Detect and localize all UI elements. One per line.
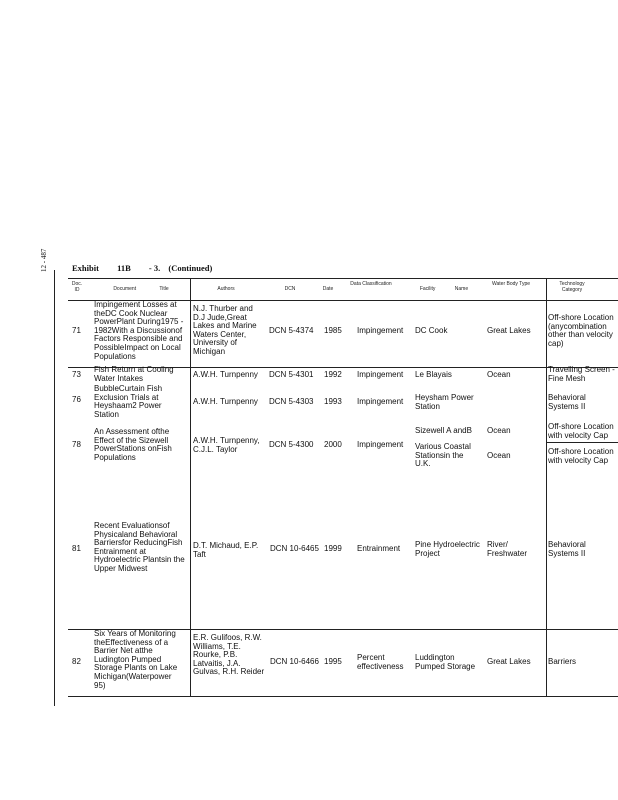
- row-82-tech: Barriers: [548, 657, 577, 666]
- row-71-tech: Off-shore Location (anycombination other than velocity cap): [548, 313, 614, 348]
- row-78-tech: Off-shore Location with velocity Cap: [548, 422, 614, 440]
- row-73-authors: A.W.H. Turnpenny: [193, 370, 258, 379]
- margin-rule: [54, 270, 55, 706]
- row-73-dcn: DCN 5-4301: [269, 370, 314, 379]
- header-date: Date: [322, 286, 334, 292]
- row-82-date: 1995: [324, 657, 342, 666]
- header-facility: Facility Name: [419, 286, 469, 292]
- row-81-water: River/ Freshwater: [487, 540, 528, 558]
- row-78-dcn: DCN 5-4300: [269, 440, 314, 449]
- row-73-tech: Travelling Screen - Fine Mesh: [548, 365, 615, 383]
- row-71-id: 71: [72, 326, 81, 335]
- row-71-facility: DC Cook: [415, 326, 448, 335]
- header-title: Document Title: [113, 286, 169, 292]
- sizewell-split-rule: [546, 442, 618, 443]
- row-82-id: 82: [72, 657, 81, 666]
- row-73-class: Impingement: [357, 370, 404, 379]
- row-76-facility: Heysham Power Station: [415, 393, 474, 411]
- row-78-water-2: Ocean: [487, 451, 511, 460]
- row-76-title: BubbleCurtain Fish Exclusion Trials at Heyshaam2 Power Station: [94, 384, 163, 419]
- row-81-tech: Behavioral Systems II: [548, 540, 586, 558]
- header-dcn: DCN: [284, 286, 296, 292]
- header-data-class: Data Classification: [350, 281, 392, 287]
- row-78-tech-2: Off-shore Location with velocity Cap: [548, 447, 614, 465]
- page-side-marker: 12 - 487: [40, 248, 48, 272]
- row-73-title: Fish Return at Cooling Water Intakes: [94, 365, 174, 383]
- row-76-id: 76: [72, 395, 81, 404]
- row-81-id: 81: [72, 544, 81, 553]
- row-71-class: Impingement: [357, 326, 404, 335]
- row-81-date: 1999: [324, 544, 342, 553]
- row-81-authors: D.T. Michaud, E.P. Taft: [193, 541, 259, 559]
- row-81-facility: Pine Hydroelectric Project: [415, 540, 480, 558]
- row-78-id: 78: [72, 440, 81, 449]
- row-76-class: Impingement: [357, 397, 404, 406]
- header-doc-id: Doc. ID: [71, 281, 83, 293]
- row-73-water: Ocean: [487, 370, 511, 379]
- exhibit-heading: [72, 263, 228, 273]
- row-78-facility-2: Various Coastal Stationsin the U.K.: [415, 442, 471, 469]
- row-82-water: Great Lakes: [487, 657, 531, 666]
- row-71-dcn: DCN 5-4374: [269, 326, 314, 335]
- row-82-class: Percent effectiveness: [357, 653, 404, 671]
- row-78-date: 2000: [324, 440, 342, 449]
- row-82-authors: E.R. Gulifoos, R.W. Williams, T.E. Rourke, P.B. Latvaitis, J.A. Gulvas, R.H. Reider: [193, 633, 265, 677]
- row-71-authors: N.J. Thurber and D.J Jude,Great Lakes and Marine Waters Center, University of Michigan: [193, 304, 257, 356]
- row-82-dcn: DCN 10-6466: [270, 657, 319, 666]
- row-71-date: 1985: [324, 326, 342, 335]
- row-73-date: 1992: [324, 370, 342, 379]
- header-technology: Technology Category: [559, 281, 585, 293]
- exhibit-label: Exhibit: [72, 263, 99, 273]
- header-authors: Authors: [217, 286, 235, 292]
- exhibit-note: (Continued): [168, 263, 213, 273]
- header-waterbody: Water Body Type: [491, 281, 531, 287]
- row-78-facility: Sizewell A andB: [415, 426, 472, 435]
- exhibit-part: - 3.: [148, 263, 161, 273]
- table-bottom-rule: [68, 696, 618, 697]
- row-81-dcn: DCN 10-6465: [270, 544, 319, 553]
- row-76-date: 1993: [324, 397, 342, 406]
- exhibit-number: 11B: [117, 263, 131, 273]
- row-82-facility: Luddington Pumped Storage: [415, 653, 476, 671]
- col-rule-1: [190, 278, 191, 697]
- row-78-authors: A.W.H. Turnpenny, C.J.L. Taylor: [193, 436, 260, 454]
- row-73-id: 73: [72, 370, 81, 379]
- row-76-authors: A.W.H. Turnpenny: [193, 397, 258, 406]
- row-81-title: Recent Evaluationsof Physicaland Behavioral Barriersfor ReducingFish Entrainment at Hydroelectric Plantsin the Upper Midwest: [94, 521, 185, 573]
- row-78-title: An Assessment ofthe Effect of the Sizewell PowerStations onFish Populations: [94, 427, 172, 462]
- col-rule-2: [546, 278, 547, 697]
- row-76-dcn: DCN 5-4303: [269, 397, 314, 406]
- row-71-title: Impingement Losses at theDC Cook Nuclear PowerPlant During1975 - 1982With a Discussionof Factors Responsible and PossibleImpact on Local Populations: [94, 300, 184, 361]
- row-78-water: Ocean: [487, 426, 511, 435]
- row-78-class: Impingement: [357, 440, 404, 449]
- row-82-title: Six Years of Monitoring theEffectiveness of a Barrier Net atthe Ludington Pumped Storage Plants on Lake Michigan(Waterpower 95): [94, 629, 178, 690]
- row-71-water: Great Lakes: [487, 326, 531, 335]
- row-76-tech: Behavioral Systems II: [548, 393, 586, 411]
- row-73-facility: Le Blayais: [415, 370, 452, 379]
- row-81-class: Entrainment: [357, 544, 401, 553]
- table-top-rule: [68, 278, 618, 279]
